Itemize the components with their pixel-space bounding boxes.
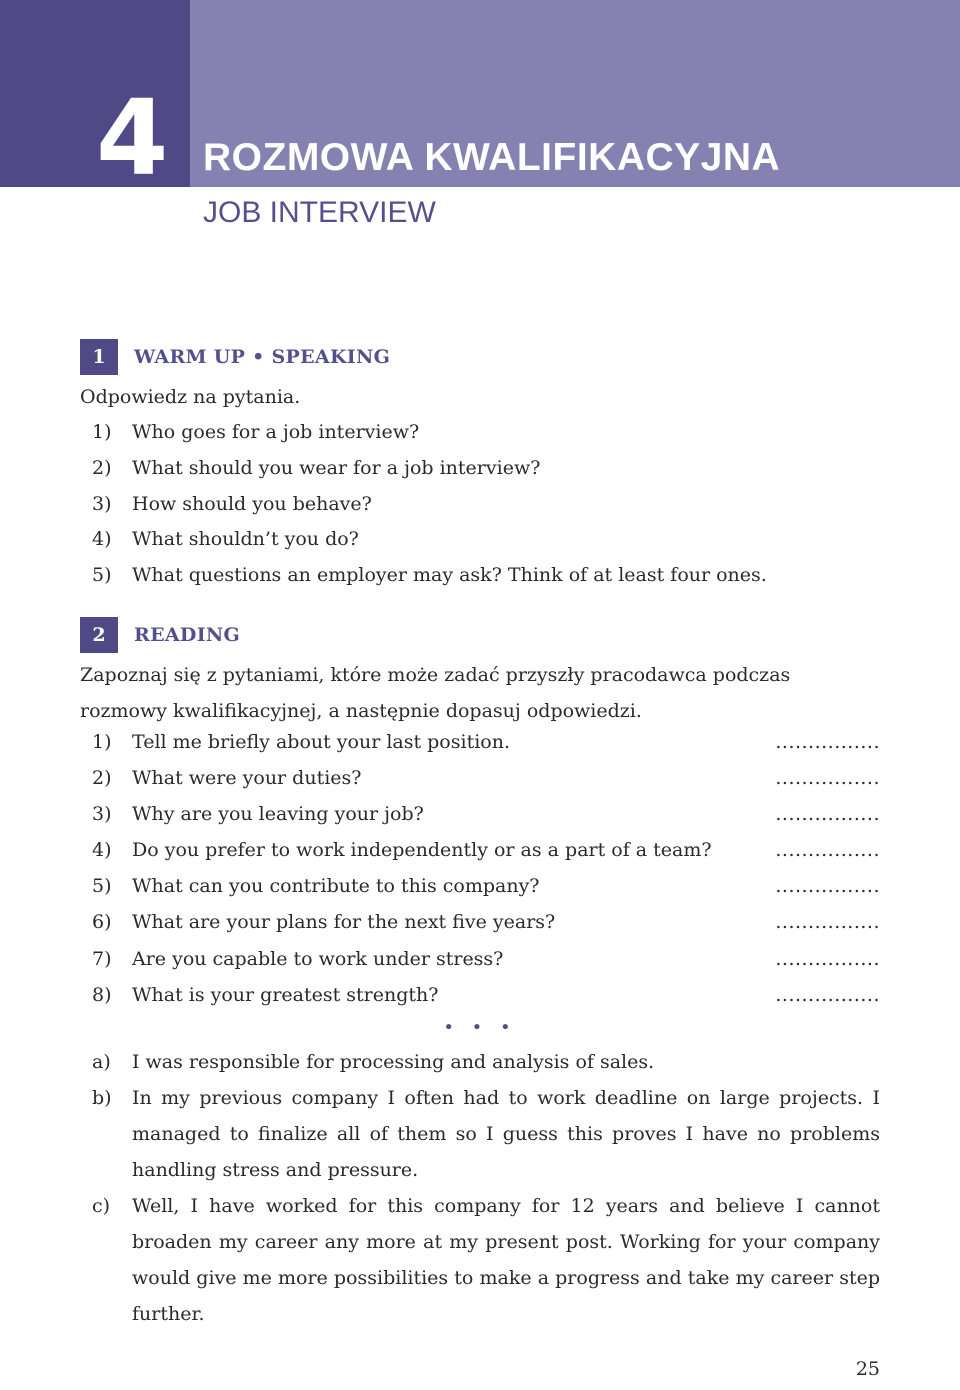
question-number: 8) [92,984,112,1006]
section-2-heading [80,617,240,653]
section-2-number: 2 [80,617,118,653]
question-number: 4) [92,528,112,550]
warmup-question [80,521,880,557]
section-1-title: WARM UP • SPEAKING [134,346,391,368]
question-text: What questions an employer may ask? Think of at least four ones. [132,564,767,586]
question-text: What shouldn’t you do? [132,528,359,550]
question-text: What should you wear for a job interview? [132,457,541,479]
chapter-number: 4 [96,77,166,199]
answer-letter: b) [92,1087,112,1109]
reading-answer [80,1080,880,1188]
warmup-question [80,486,880,522]
reading-question [80,868,880,904]
question-text: How should you behave? [132,493,372,515]
answer-blank: ................ [775,948,880,970]
answer-text: Well, I have worked for this company for 12 years and believe I cannot broaden my career any more at my present post. Working for your company would give me more possibilities to make a progress and take my career step further. [132,1195,880,1325]
answer-blank: ................ [775,911,880,933]
reading-question [80,832,880,868]
question-number: 1) [92,421,112,443]
answer-text: In my previous company I often had to work deadline on large projects. I managed to finalize all of them so I guess this proves I have no problems handling stress and pressure. [132,1087,880,1181]
reading-question [80,796,880,832]
chapter-subtitle: JOB INTERVIEW [203,196,436,229]
question-text: Tell me briefly about your last position. [132,731,511,753]
question-text: What can you contribute to this company? [132,875,540,897]
reading-answer [80,1188,880,1332]
answer-blank: ................ [775,731,880,753]
section-2-instruction: Zapoznaj się z pytaniami, które może zadać przyszły pracodawca podczas rozmowy kwalifikacyjnej, a następnie dopasuj odpowiedzi. [80,664,791,722]
warmup-question [80,414,880,450]
section-1-heading [80,339,390,375]
answer-blank: ................ [775,803,880,825]
chapter-title: ROZMOWA KWALIFIKACYJNA [203,136,781,179]
question-number: 3) [92,803,112,825]
section-separator: • • • [443,1017,517,1038]
answer-blank: ................ [775,839,880,861]
reading-answer [80,1044,880,1080]
question-number: 2) [92,767,112,789]
warmup-question [80,450,880,486]
reading-question [80,977,880,1013]
question-number: 7) [92,948,112,970]
question-number: 3) [92,493,112,515]
question-number: 5) [92,875,112,897]
question-text: Are you capable to work under stress? [132,948,504,970]
answer-letter: a) [92,1051,111,1073]
warmup-question [80,557,880,593]
answer-blank: ................ [775,767,880,789]
section-1-number: 1 [80,339,118,375]
page-number: 25 [855,1358,880,1380]
answer-blank: ................ [775,984,880,1006]
question-number: 6) [92,911,112,933]
question-number: 4) [92,839,112,861]
question-number: 2) [92,457,112,479]
question-number: 1) [92,731,112,753]
reading-question [80,760,880,796]
question-text: What are your plans for the next five years? [132,911,556,933]
answer-blank: ................ [775,875,880,897]
section-1-instruction: Odpowiedz na pytania. [80,386,301,408]
answer-text: I was responsible for processing and analysis of sales. [132,1051,655,1073]
question-text: Do you prefer to work independently or as a part of a team? [132,839,712,861]
question-text: Why are you leaving your job? [132,803,424,825]
reading-question [80,724,880,760]
answer-letter: c) [92,1195,111,1217]
question-text: What were your duties? [132,767,362,789]
question-number: 5) [92,564,112,586]
section-2-title: READING [134,624,241,646]
question-text: What is your greatest strength? [132,984,439,1006]
question-text: Who goes for a job interview? [132,421,420,443]
reading-question [80,904,880,940]
reading-question [80,941,880,977]
